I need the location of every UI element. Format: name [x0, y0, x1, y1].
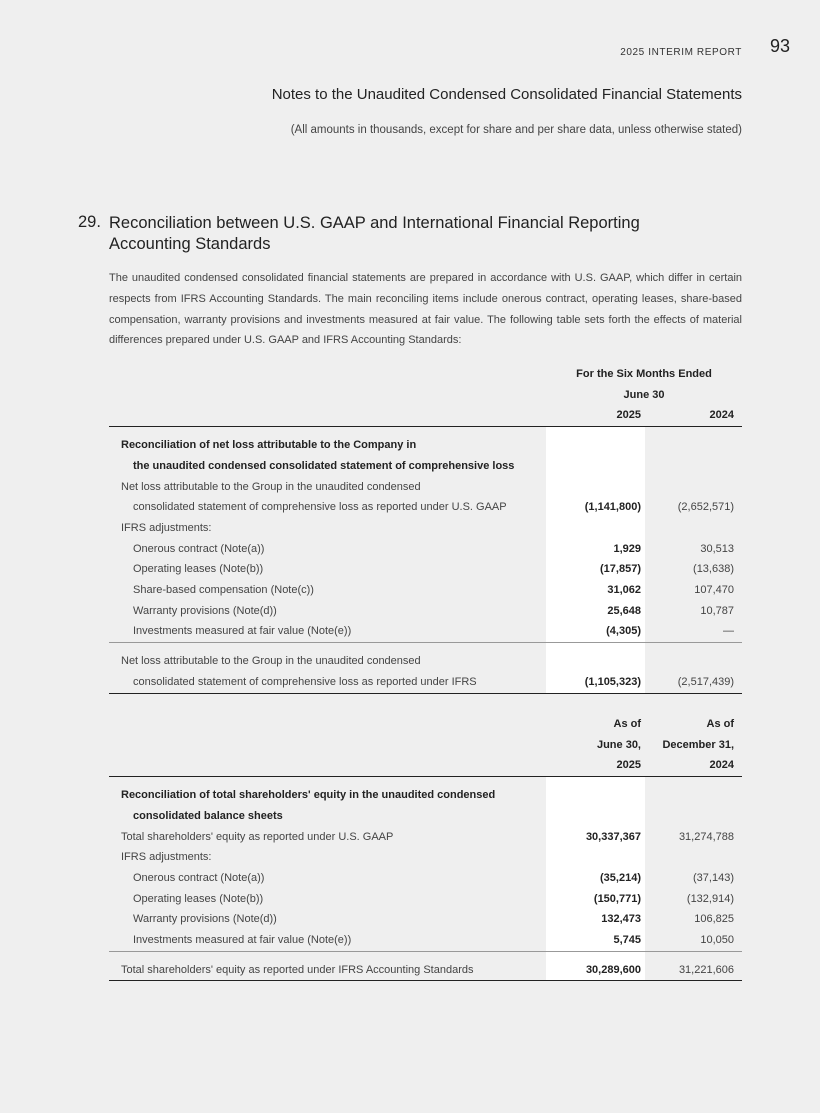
gaap-value-2025: 30,337,367	[546, 827, 645, 848]
adj-label: Onerous contract (Note(a))	[133, 871, 265, 884]
adj-value-2024: (13,638)	[693, 563, 735, 576]
adj-value-2025: (150,771)	[546, 889, 645, 910]
table-row	[109, 651, 742, 672]
ifrs-value-2024: 31,221,606	[645, 960, 742, 981]
table-row	[109, 868, 742, 889]
notes-subtitle: (All amounts in thousands, except for share and per share data, unless otherwise stated)	[290, 124, 742, 136]
table-row	[109, 672, 742, 693]
equity-reconciliation-table	[109, 714, 742, 981]
adj-value-2024: (37,143)	[693, 871, 734, 884]
page-number: 93	[769, 36, 790, 56]
table-row	[109, 909, 742, 930]
adjustments-label: IFRS adjustments:	[121, 521, 212, 534]
col2-header-line2: December 31,	[662, 738, 734, 751]
adj-value-2024: (132,914)	[686, 892, 734, 905]
period-header-line1: For the Six Months Ended	[576, 368, 712, 380]
table-row	[109, 827, 742, 848]
adj-value-2025: (17,857)	[546, 559, 645, 580]
section-intro: The unaudited condensed consolidated financial statements are prepared in accordance with U.S. GAAP, which differ in certain respects from IFRS Accounting Standards. The main reconciling items include onerous contract, operating leases, share-based compensation, warranty provisions and investments measured at fair value. The following table sets forth the effects of material differences prepared under U.S. GAAP and IFRS Accounting Standards:	[109, 272, 742, 347]
adj-value-2024: 30,513	[700, 542, 735, 555]
table-row	[109, 847, 742, 868]
gaap-label-line2: consolidated statement of comprehensive loss as reported under U.S. GAAP	[133, 501, 507, 514]
table-row	[109, 785, 742, 806]
gaap-value-2025: (1,141,800)	[546, 497, 645, 518]
adj-value-2024: 10,787	[700, 604, 735, 617]
section-title-line1: Reconciliation between U.S. GAAP and International Financial Reporting	[109, 214, 640, 232]
adj-value-2024: 10,050	[645, 930, 742, 951]
adj-label: Investments measured at fair value (Note(e))	[109, 930, 546, 951]
period-header-line2: June 30	[623, 388, 665, 401]
table-row	[109, 539, 742, 560]
gaap-value-2024: (2,652,571)	[677, 501, 735, 514]
column-header-2024: 2024	[645, 405, 742, 426]
adj-value-2024: —	[645, 621, 742, 642]
adj-label: Share-based compensation (Note(c))	[133, 584, 314, 597]
table-row	[109, 621, 742, 642]
ifrs-value-2025: 30,289,600	[546, 960, 645, 981]
col1-header-line2: June 30,	[596, 738, 641, 751]
net-loss-reconciliation-table	[109, 364, 742, 694]
ifrs-label-line1: Net loss attributable to the Group in the unaudited condensed	[121, 655, 421, 668]
adj-value-2025: 5,745	[546, 930, 645, 951]
notes-title: Notes to the Unaudited Condensed Consolidated Financial Statements	[271, 86, 742, 103]
table-row	[109, 960, 742, 981]
ifrs-label-line2: consolidated statement of comprehensive loss as reported under IFRS	[109, 672, 546, 693]
adj-value-2025: (4,305)	[546, 621, 645, 642]
table-row	[109, 601, 742, 622]
adjustments-label: IFRS adjustments:	[121, 851, 212, 864]
adj-value-2024: 106,825	[694, 913, 734, 926]
adj-label: Warranty provisions (Note(d))	[133, 913, 277, 926]
report-label: 2025 INTERIM REPORT	[620, 47, 742, 58]
ifrs-value-2025: (1,105,323)	[546, 672, 645, 693]
heading-line2: the unaudited condensed consolidated statement of comprehensive loss	[133, 459, 515, 472]
gaap-label: Total shareholders' equity as reported under U.S. GAAP	[121, 830, 394, 843]
adj-value-2025: 31,062	[546, 580, 645, 601]
ifrs-label: Total shareholders' equity as reported under IFRS Accounting Standards	[109, 960, 546, 981]
adj-value-2025: 132,473	[546, 909, 645, 930]
ifrs-value-2024: (2,517,439)	[645, 672, 742, 693]
adj-value-2025: (35,214)	[546, 868, 645, 889]
table-row	[109, 930, 742, 951]
table-row	[109, 889, 742, 910]
table-row	[109, 497, 742, 518]
col2-header-line1: As of	[706, 718, 734, 730]
col1-header-line1: As of	[613, 718, 641, 730]
col1-header-line3: 2025	[546, 755, 645, 776]
table-row	[109, 518, 742, 539]
adj-value-2025: 1,929	[546, 539, 645, 560]
adj-value-2025: 25,648	[546, 601, 645, 622]
heading-line1: Reconciliation of net loss attributable to the Company in	[121, 439, 417, 452]
section-number: 29.	[78, 213, 101, 231]
col2-header-line3: 2024	[645, 755, 742, 776]
table-row	[109, 559, 742, 580]
table-row	[109, 580, 742, 601]
gaap-value-2024: 31,274,788	[678, 830, 734, 843]
table-row	[109, 477, 742, 498]
heading-line2: consolidated balance sheets	[133, 809, 283, 822]
adj-label: Warranty provisions (Note(d))	[133, 604, 277, 617]
heading-line1: Reconciliation of total shareholders' equity in the unaudited condensed	[121, 789, 496, 802]
adj-label: Operating leases (Note(b))	[133, 892, 264, 905]
column-header-2025: 2025	[546, 405, 645, 426]
section-title-line2: Accounting Standards	[109, 235, 271, 253]
adj-label: Investments measured at fair value (Note(e))	[109, 621, 546, 642]
table-row	[109, 806, 742, 827]
table-row	[109, 456, 742, 477]
table-row	[109, 435, 742, 456]
adj-label: Onerous contract (Note(a))	[133, 542, 265, 555]
gaap-label-line1: Net loss attributable to the Group in the unaudited condensed	[121, 480, 421, 493]
adj-label: Operating leases (Note(b))	[133, 563, 264, 576]
section-title	[109, 213, 709, 255]
adj-value-2024: 107,470	[694, 584, 735, 597]
